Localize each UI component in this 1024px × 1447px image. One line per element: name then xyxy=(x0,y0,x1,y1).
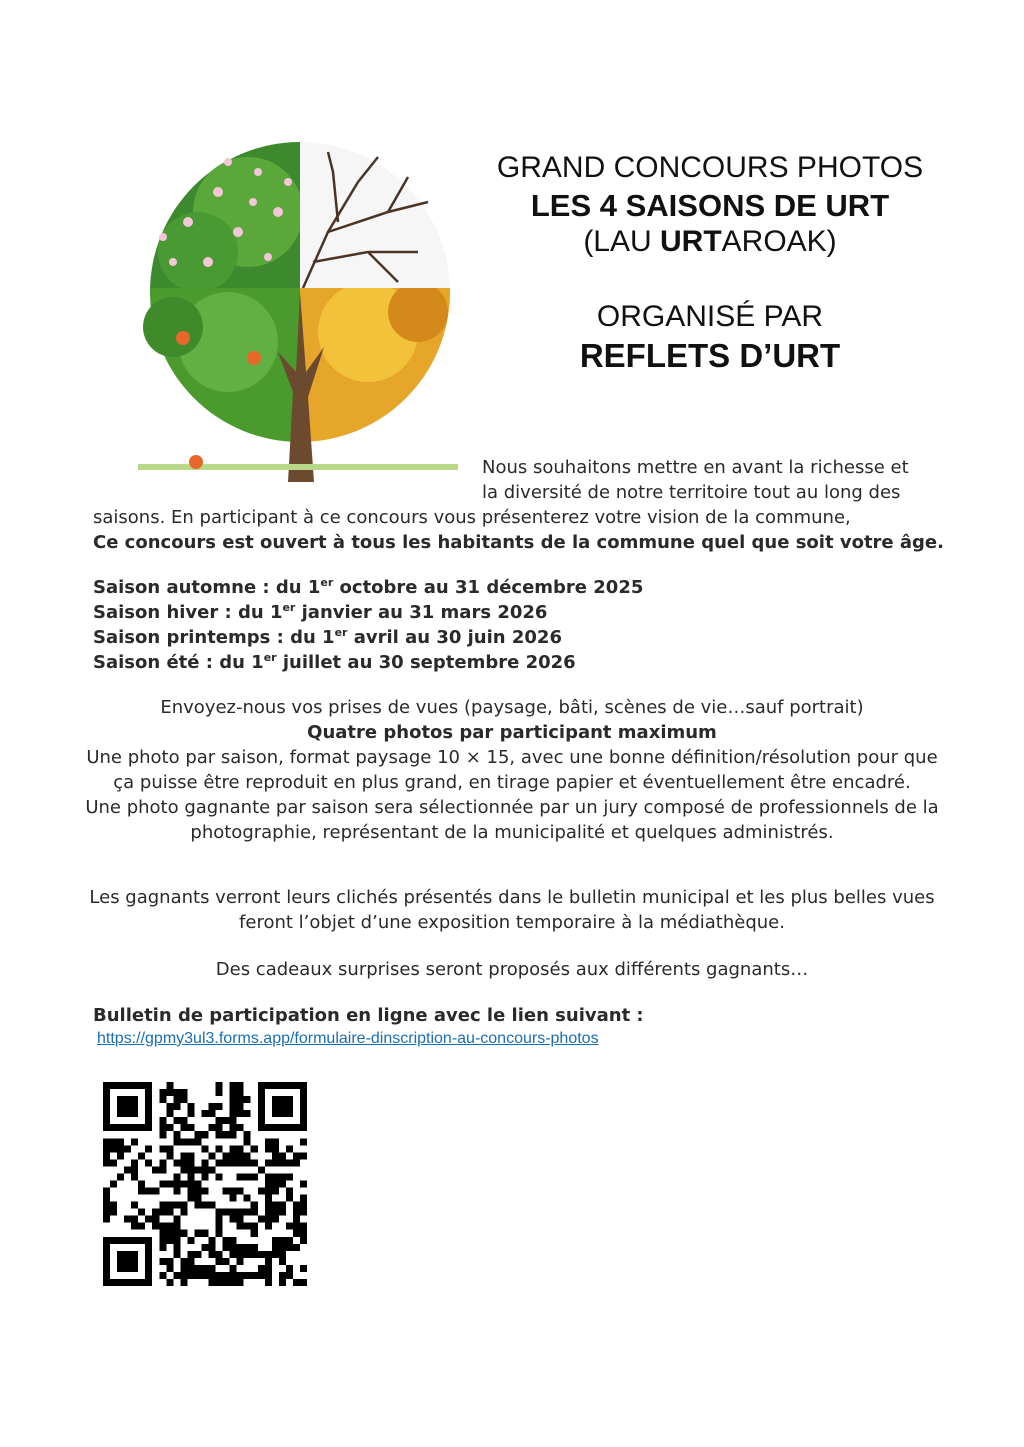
winners-text: Les gagnants verront leurs clichés présentés dans le bulletin municipal et les plus belles vues feront l’objet d’une exposition temporaire à la médiathèque. xyxy=(89,887,935,933)
rules-block: Envoyez-nous vos prises de vues (paysage, bâti, scènes de vie…sauf portrait) Quatre photos par participant maximum Une photo par saison, format paysage 10 × 15, avec une bonne définition/résolution pour que ça puisse être reproduit en plus grand, en tirage papier et éventuellement être encadré. Une photo gagnante par saison sera sélectionnée par un jury composé de professionnels de la photographie, représentant de la municipalité et quelques administrés. xyxy=(85,697,939,843)
season-spring: Saison printemps : du 1er avril au 30 juin 2026 xyxy=(93,626,562,648)
season-list xyxy=(93,575,643,675)
bulletin-label: Bulletin de participation en ligne avec le lien suivant : xyxy=(93,1005,644,1026)
title-line-3: (LAU URTAROAK) xyxy=(583,225,837,259)
title-block xyxy=(470,150,950,376)
organizer-label: ORGANISÉ PAR xyxy=(596,300,824,333)
registration-link[interactable]: https://gpmy3ul3.forms.app/formulaire-dinscription-au-concours-photos xyxy=(97,1030,599,1047)
title-line-2: LES 4 SAISONS DE URT xyxy=(530,187,890,223)
intro-text-bottom: saisons. En participant à ce concours vous présenterez votre vision de la commune, Ce concours est ouvert à tous les habitants de la commune quel que soit votre âge. xyxy=(93,507,944,553)
four-seasons-tree-icon xyxy=(128,142,466,482)
season-summer: Saison été : du 1er juillet au 30 septembre 2026 xyxy=(93,651,576,673)
intro-text-top: Nous souhaitons mettre en avant la richesse et la diversité de notre territoire tout au long des xyxy=(482,457,909,503)
season-winter: Saison hiver : du 1er janvier au 31 mars 2026 xyxy=(93,601,548,623)
gifts-text: Des cadeaux surprises seront proposés aux différents gagnants… xyxy=(215,959,809,980)
season-autumn: Saison automne : du 1er octobre au 31 décembre 2025 xyxy=(93,576,644,598)
organizer-name: REFLETS D’URT xyxy=(579,336,841,374)
title-line-1: GRAND CONCOURS PHOTOS xyxy=(496,151,924,184)
qr-code-icon xyxy=(103,1082,307,1286)
